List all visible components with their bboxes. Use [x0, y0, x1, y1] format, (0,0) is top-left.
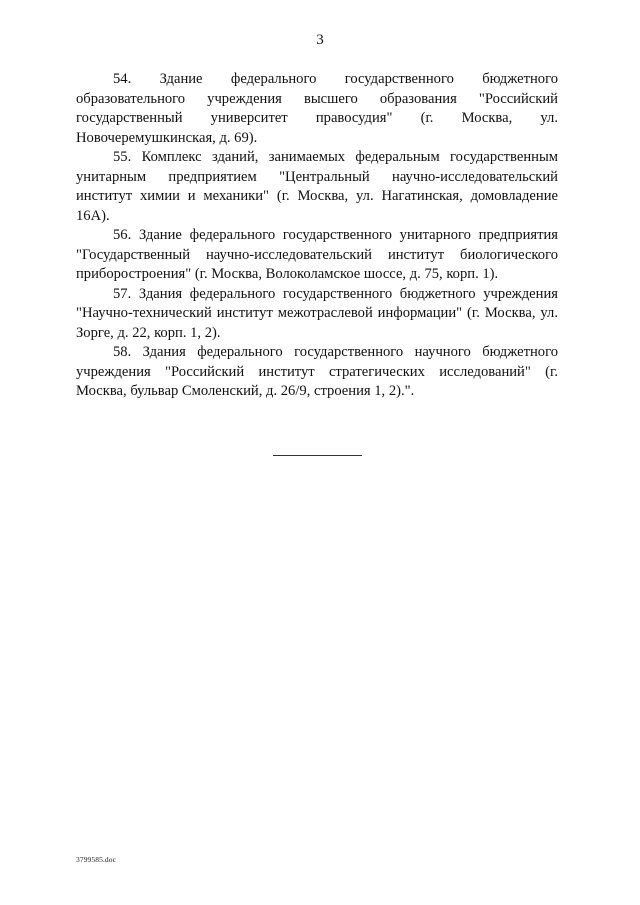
end-divider: [273, 455, 362, 456]
document-id: 3799585.doc: [76, 855, 117, 864]
list-item-58: 58. Здания федерального государственного научного бюджетного учреждения "Российский институт стратегических исследований" (г. Москва, бульвар Смоленский, д. 26/9, строения 1, 2).".: [76, 344, 558, 399]
document-body: [76, 70, 558, 402]
page-number: 3: [316, 32, 324, 48]
list-item-56: 56. Здание федерального государственного унитарного предприятия "Государственный научно-исследовательский институт биологического приборостроения" (г. Москва, Волоколамское шоссе, д. 75, корп. 1).: [76, 227, 558, 282]
list-item-57: 57. Здания федерального государственного бюджетного учреждения "Научно-технический институт межотраслевой информации" (г. Москва, ул. Зорге, д. 22, корп. 1, 2).: [76, 285, 558, 341]
list-item-55: 55. Комплекс зданий, занимаемых федеральным государственным унитарным предприятием "Центральный научно-исследовательский институт химии и механики" (г. Москва, ул. Нагатинская, домовладение 16А).: [76, 149, 558, 224]
list-item-54: 54. Здание федерального государственного бюджетного образовательного учреждения высшего образования "Российский государственный университет правосудия" (г. Москва, ул. Новочеремушкинская, д. 69).: [76, 71, 558, 146]
